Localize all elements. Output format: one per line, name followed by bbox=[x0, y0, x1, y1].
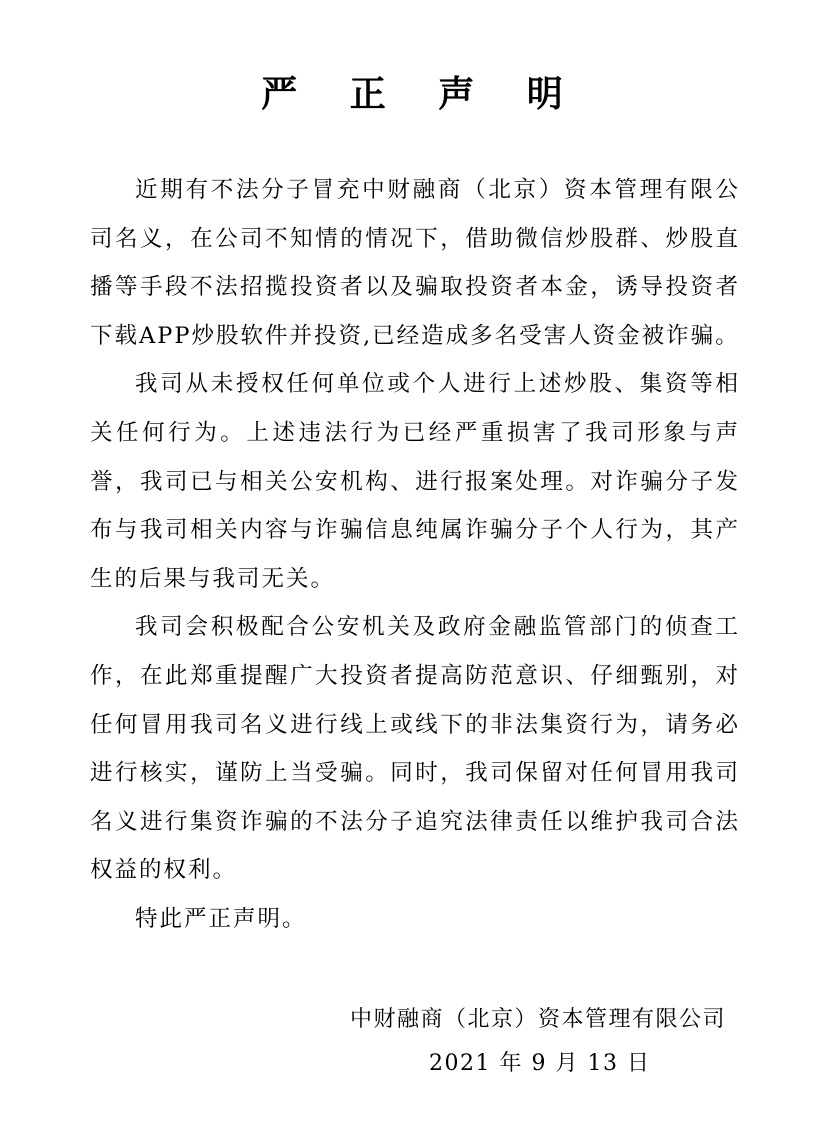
signature-company: 中财融商（北京）资本管理有限公司 bbox=[349, 1007, 726, 1032]
document-title: 严 正 声 明 bbox=[261, 74, 583, 115]
paragraph-3: 我司会积极配合公安机关及政府金融监管部门的侦查工作，在此郑重提醒广大投资者提高防范意识、仔细甄别，对任何冒用我司名义进行线上或线下的非法集资行为，请务必进行核实，谨防上当受骗。同时，我司保留对任何冒用我司名义进行集资诈骗的不法分子追究法律责任以维护我司合法权益的权利。 bbox=[90, 614, 740, 884]
paragraph-4: 特此严正声明。 bbox=[135, 905, 307, 932]
signature-date: 2021 年 9 月 13 日 bbox=[429, 1051, 651, 1076]
paragraph-1: 近期有不法分子冒充中财融商（北京）资本管理有限公司名义，在公司不知情的情况下，借助微信炒股群、炒股直播等手段不法招揽投资者以及骗取投资者本金，诱导投资者下载APP炒股软件并投资,已经造成多名受害人资金被诈骗。 bbox=[90, 177, 740, 349]
document-body bbox=[90, 166, 740, 944]
paragraph-2: 我司从未授权任何单位或个人进行上述炒股、集资等相关任何行为。上述违法行为已经严重损害了我司形象与声誉，我司已与相关公安机构、进行报案处理。对诈骗分子发布与我司相关内容与诈骗信息纯属诈骗分子个人行为，其产生的后果与我司无关。 bbox=[90, 371, 740, 592]
